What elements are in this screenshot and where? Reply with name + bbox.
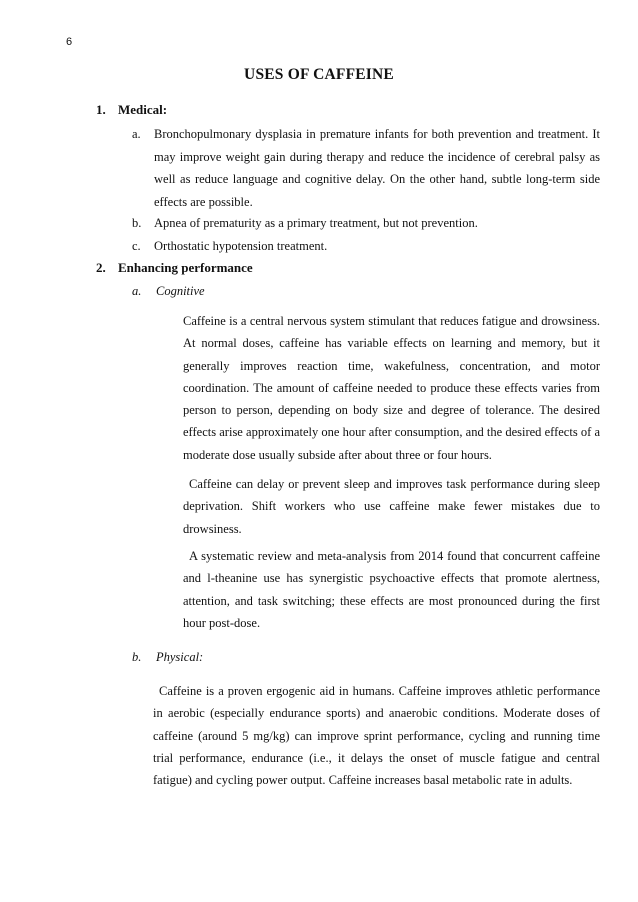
list-item-text: Orthostatic hypotension treatment.	[154, 239, 328, 253]
subsection-heading-physical	[132, 650, 203, 665]
list-item	[132, 212, 600, 235]
list-item-label: a.	[132, 127, 141, 141]
list-item	[132, 123, 600, 213]
paragraph: Caffeine can delay or prevent sleep and improves task performance during sleep deprivation. Shift workers who use caffeine make fewer mistakes due to drowsiness.	[183, 477, 600, 536]
subsection-label: a.	[132, 284, 142, 298]
list-item-label: c.	[132, 239, 141, 253]
subsection-title: Cognitive	[156, 284, 205, 298]
list-item-text: Bronchopulmonary dysplasia in premature infants for both prevention and treatment. It may improve weight gain during therapy and reduce the incidence of cerebral palsy as well as reduce language and cognitive delay. On the other hand, subtle long-term side effects are possible.	[154, 127, 600, 209]
list-item-text: Apnea of prematurity as a primary treatment, but not prevention.	[154, 216, 478, 230]
section-title: Enhancing performance	[118, 260, 253, 275]
paragraph: Caffeine is a central nervous system stimulant that reduces fatigue and drowsiness. At normal doses, caffeine has variable effects on learning and memory, but it generally improves reaction time, wakefulness, concentration, and motor coordination. The amount of caffeine needed to produce these effects varies from person to person, depending on body size and degree of tolerance. The desired effects arise approximately one hour after consumption, and the desired effects of a moderate dose usually subside after about three or four hours.	[183, 314, 600, 462]
subsection-label: b.	[132, 650, 142, 664]
page-title: USES OF CAFFEINE	[244, 66, 394, 83]
list-item	[132, 235, 600, 258]
paragraph: Caffeine is a proven ergogenic aid in humans. Caffeine improves athletic performance in aerobic (especially endurance sports) and anaerobic conditions. Moderate doses of caffeine (around 5 mg/kg) can improve sprint performance, cycling and running time trial performance, endurance (i.e., it delays the onset of muscle fatigue and central fatigue) and cycling power output. Caffeine increases basal metabolic rate in adults.	[153, 684, 600, 788]
section-number: 2.	[96, 260, 106, 275]
section-number: 1.	[96, 102, 106, 117]
section-title: Medical:	[118, 102, 168, 117]
page-number: 6	[66, 36, 73, 48]
list-item-label: b.	[132, 216, 142, 230]
subsection-heading-cognitive	[132, 284, 205, 299]
subsection-title: Physical:	[156, 650, 204, 664]
paragraph: A systematic review and meta-analysis from 2014 found that concurrent caffeine and l-theanine use has synergistic psychoactive effects that promote alertness, attention, and task switching; these effects are most pronounced during the first hour post-dose.	[183, 549, 600, 630]
section-heading-medical	[96, 102, 167, 118]
section-heading-performance	[96, 260, 253, 276]
